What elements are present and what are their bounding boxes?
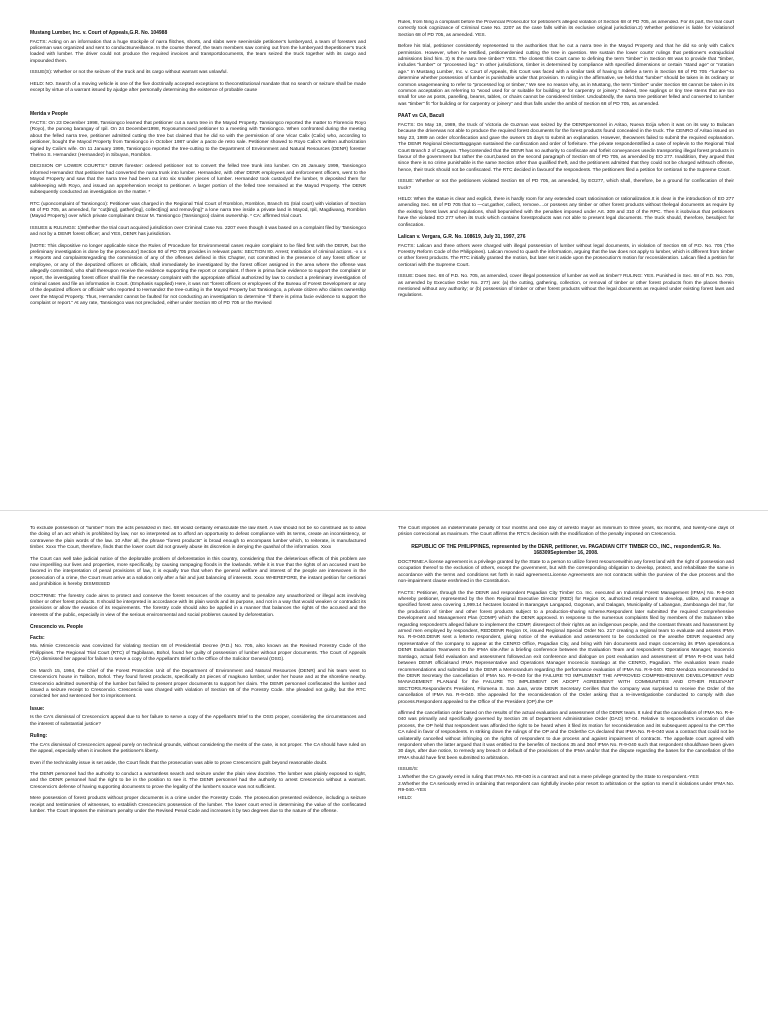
ruling-paragraph: The DENR personnel had the authority to conduct a warrantless search and seizure under the plain view doctrine. The lumber was plainly exposed to sight, and the DENR personnel had the right to be in the position to see it. The DENR personnel had the authority to arrest Crescencio without a warrant. Crescencio's defense of having supporting documents to prove the legality of the lumber's source was not sufficient. [30,771,366,790]
doctrine-paragraph: DOCTRINE: The forestry code aims to protect and conserve the forest resources of the country and to penalize any unauthorized or illegal acts involving timber or other forest products. It should be interpreted in accordance with its plain words and its purpose, and not in a way that would weaken or contradict its provisions or allow the evasion of its requirements. The forestry code should also be applied in a manner that balances the rights of the accused and the interests of the public, especially in view of the serious environmental and social problems caused by deforestation. [30,593,366,618]
case-title: PAAT vs CA, Baculi [398,113,445,120]
section-label: Facts: [30,634,45,641]
issues-paragraph: ISSUES & RULINGS: 1)Whether the trial court acquired jurisdiction over Criminal Case No. 2207 even though it was based on a complaint filed by Tansiongco and not by a DENR forest officer; and YES, DENR has jurisdiction. [30,225,366,238]
paragraph: affirmed the cancellation order based on the results of the actual evaluation and assessment of the DENR team. It ruled that the cancellation of IFMA No. R-9-040 was primarily and specifically governed by Section 26 of Department Administrative Order (DAO) 97-04. Relative to respondent's invocation of due process, the OP held that respondent was afforded the right to be heard when it filed its motion for reconsideration and its subsequent appeal to the OP.The CA ruled in favor of respondents. In striking down the rulings of the OP and the Orderthe CA declared that IFMA No. R-9-040 was a contract that could not be unilaterally cancelled without infringing on the rights of respondent to due process and against impairment of contracts. The appellate court agreed with respondent when the latter argued that it was entitled to the benefits of Sections 35 and 36of IFMA No. R-9-040 such that respondent shouldhave been given 30 days, after due notice, to remedy any breach or default of the provisions of the IFMA and/or that the dispute regarding the bases for the cancellation of the IFMA should have first been submitted to arbitration. [398,710,734,761]
paragraph: To exclude possession of "lumber" from the acts penalized in Sec. 68 would certainly emasculate the law itself. A law should not be so construed as to allow the doing of an act which is prohibited by law, nor so interpreted as to afford an opportunity to defeat compliance with its terms, create an inconsistency, or contravene the plain words of the law. 10 After all, the phrase "forest products" is broad enough to encompass lumber which, to reiterate, is manufactured timber. Xxxx The Court, therefore, finds that the lower court did not gravely abuse its discretion in denying the quashal of the information. Xxxx [30,526,366,551]
issue-paragraph: ISSUE: Whether or not the petitioners violated Section 68 of PD 705, as amended, by EO277, which shall, therefore, be a ground for confiscation of their truck? [398,179,734,191]
spacer [30,99,366,107]
case-title: Crescencio vs. People [30,624,84,631]
facts-paragraph: FACTS: Lalican and three others were charged with illegal possession of lumber without legal documents, in violation of Section 68 of P.D. No. 705 (The Forestry Reform Code of the Philippines). Lalican moved to quash the information, arguing that the law does not apply to lumber, which is different from timber or other forest products. The RTC initially granted the motion, but later set it aside upon the prosecution's motion for reconsideration. Lalican filed a petition for certiorari with the Supreme Court. [398,243,734,268]
doctrine-paragraph: DOCTRINE:A license agreement is a privilege granted by the State to a person to utilize forest resourceswithin any forest land with the right of possession and occupation thereof to the exclusion of others, except the government, but with the corresponding obligation to develop, protect, and rehabilitate the same in accordance with the terms and conditions set forth in said agreement.License Agreements are not contracts within the purview of the due process and the non-impairment clause enshrined in the Constitution. [398,560,734,585]
issue-paragraph: ISSUE: Does Sec. 68 of P.D. No. 705, as amended, cover illegal possession of lumber as well as timber? RULING: YES. Punished in Sec. 68 of P.D. No. 705, as amended by Executive Order No. 277) are: (a) the cutting, gathering, collection, or removal of timber or other forest products from the places therein mentioned without any authority; or (b) possession of timber or other forest products without the legal documents as required under existing forest laws and regulations. [398,274,734,299]
case-title: REPUBLIC OF THE PHILIPPINES, represented by the DENR, petitioner, vs. PAGADIAN CITY TIMBER CO., INC., respondentG.R. No. 168309September 16, 2008. [411,543,721,557]
facts-paragraph: FACTS: On 23 December 1998, Tansiongco learned that petitioner cut a narra tree in the Mayod Property. Tansiongco reported the matter to Florencio Royo (Royo), the punong barangay of Ipil. On 24 December1998, Royosummoned petitioner to a meeting with Tansiongco. When confronted during the meeting about the felled narra tree, petitioner admitted cutting the tree but claimed that he did so with the permission of one Vicar Calix (Calix) who, according to petitioner, bought the Mayod Property from Tansiongco in October 1987 under a pacto de retro sale. Petitioner showed to Royo Calix's written authorization signed by Calix's wife. On 11 January 1999, Tansiongco reported the tree-cutting to the Department of Environment and Natural Resources (DENR) forester Thelmo S. Hernandez (Hernandez) in Sibuyan, Romblon. [30,121,366,159]
document-page-bottom [0,512,768,1024]
page-separator [0,510,768,511]
case-title: Lalican v. Vergara, G.R. No. 108619, July 31, 1997, 276 [398,233,526,240]
page-bottom-right-column [398,526,734,1014]
case-title: Mustang Lumber, Inc. v. Court of Appeals,G.R. No. 104988 [30,30,168,36]
paragraph: The Court imposes an indeterminate penalty of four months and one day of arresto mayor as minimum to three years, six months, and twenty-one days of prision correccional as maximum. The Court affirms the RTC's decision with the modification of the penalty imposed on Crescencio. [398,526,734,538]
facts-paragraph: FACTS: Petitioner, through the the DENR and respondent Pagadian City Timber Co. Inc. executed an Industrial Forest Management (IFMA) No. R-9-040 whereby petitioner, represented by the then Regional Executive Director (RED) for Region IX, authorized respondent to develop, utilize, and manage a specified forest area covering 1,999.14 hectares located in Barangays Langapod, Gogonan, and Dalagan, Municipality of Labangan, Zamboanga del Sur, for the production of timber and other forest products subject to a production-sharing scheme.Respondent later submitted the required Comprehensive Development and Management Plan (CDMP) which the DENR approved. In response to the numerous complaints filed by members of the Subanen tribe regarding respondent's alleged failure to implement the CDMP, disrespect of their rights as an indigenous people, and the constant threats and harassment by armed men employed by respondent, REDDENR Region IX, issued Regional Special Order No. 217 creating a regional team to evaluate and assess IFMA No. R-9-040.DENR sent a letterto respondent, giving notice of the evaluation and assessment to be conducted on the areathe DENR requested any representative of the company to appear at the CENRO Office, Pagadian City, and bring with him documents and maps concerning its IFMA operations.a DENR Evaluation Teamwent to the IFMA site.After a briefing conference between the Evaluation Team and respondent's Operations Manager, Inocencio Santiago, actual field evaluation and assessment followed.an exit conference and dialogue on post evaluation and assessment of IFMA R-9-04 was held between DENR officialsand IFMA Representative and Operations Manager Inocencio Santiago at the CENRO, Pagadian. The evaluation team made recommendations and submitted to the DENR a Memorandum regarding the performance evaluation of IFMA No. R-9-040. RED Mendoza recommended to the DENR Secretary the cancellation of IFMA No. R-9-040 for the FAILURE TO IMPLEMENT THE APPROVED COMPREHENSIVE DEVELOPMENT AND MANAGEMENT PLANand for the FAILURE TO IMPLEMENT OR ADOPT AGREEMENT WITH COMMUNITIES AND OTHER RELEVANT SECTORS.Respondent's President, Filomena S. San Juan, wrote DENR Secretary Cerilles that the company was surprised to receive the Order of the cancellation of IFMA No. R-9-040. She appealed for the reconsideration of the Order asking that a re-investigationbe conducted to comply with due process.Respondent appealed to the Office of the President (OP).the OP [398,590,734,705]
section-label: Ruling: [30,733,48,740]
ruling-paragraph: Mere possession of forest products without proper documents is a crime under the Forestry Code. The prosecution presented evidence, including a seizure receipt and testimonies of witnesses, to establish Crescencio's possession of the lumber. The lower court erred in determining the value of the confiscated lumber. The Court imposes the minimum penalty under the Revised Penal Code and increases it by two degrees due to the nature of the offense. [30,796,366,814]
note-paragraph: [NOTE: This dispositive no longer applicable since the Rules of Procedure for Environmental cases require complaint to be filed first with the DENR, but the preliminary investigation is done by the prosecutor] Section 80 of PD 705 provides in relevant parts: SECTION 80. Arrest; Institution of criminal actions. -x x x x Reports and complaintsregarding the commission of any of the offenses defined in this Chapter, not committed in the presence of any forest officer or employee, or any of the deputized officers or officials, shall immediately be investigated by the forest officer assigned in the area where the offense was allegedly committed, who shall thereupon receive the evidence supporting the report or complaint. If there is prima facie evidence to support the complaint or report, the investigating forest officer shall file the necessary complaint with the appropriate official authorized by law to conduct a preliminary investigation of criminal cases and file an information in Court. (Emphasis supplied) Here, it was not "forest officers or employees of the Bureau of Forest Development or any of the deputized officers or officials" who reported to Hernandez the tree-cutting in the Mayod Property but Tansiongco, a private citizen who claims ownership over the Mayod Property. Thus, Hernandez cannot be faulted for not conducting an investigation to determine "if there is prima facie evidence to support the complaint or report." At any rate, Tansiongco was not precluded, either under Section 80 of PD 705 or the Revised [30,243,366,307]
issue-item: 2.Whether the CA seriously erred in ordaining that respondent can rightfully invoke prior resort to arbitration or the option to mend it violations under IFMA No. R9-040.-YES [398,782,734,794]
page-top-left-column [30,26,366,502]
issue-item: 1.Whether the CA gravely erred in ruling that IFMA No. R9-040 is a contract and not a mere privilege granted by the State to respondent.-YES [398,774,699,780]
facts-paragraph: FACTS: Acting on an information that a huge stockpile of narra flitches, shorts, and slabs were seeninside petitioner's lumberyard, a team of foresters and policeman was organized and sent to conductsurveillance. In the course thereof, the team members saw coming out from the lumberyard thepetitioner's truck loaded with lumber. The driver could not produce the required invoices and transportdocuments, the team seized the truck together with its cargo and impounded them. [30,39,366,64]
held-paragraph: HELD: When the statue is clear and explicit, there is hardly room for any extended court ratiocination or rationalization.It is clear in the introduction of EO 277 amending Sec. 68 of PD 705 that to —cut,gather, collect, remove....or possess any timber or other forest products without thelegal documents as require by the existing forest laws and regulations, shall bepunished with the penalties imposed under Art. 309 and 310 of the RPC. Then it isobvious that petitioners have the violated EO 277 when its truck which contains forestproducts was not able to present legal documents. The truck should, therefore, besubject for confiscation. [398,196,734,228]
facts-paragraph: FACTS: On May 19, 1989, the truck of Victoria de Guzman was seized by the DENRpersonnel in Aritao, Nueva Ecija when it was on its way to Bulacan because the driverwas not able to produce the required forest documents for the forest products found concealed in the truck. The CENRO of Aritao issued on May 23, 1989 an order ofconfiscation and gave the owners 15 days to submit an explanation. However, theowners failed to submit the required explanation. The DENR Regional DirectorBaggayan sustained the confiscation and order of forfeiture. The private respondentsfiled a case of replevin to the Regional Trial Court Branch 2 of Cagayan. Theycontended that the DENR has no authority to confiscate and forfeit conveyances usedin transporting illegal forest products in favour of the government but rather the court,based on the second paragraph of Section 68 of PD 705, as amended by EO 277. Inaddition, they argued that since there is no crime punishable is the same Section other than qualified theft, and the petitioners admitted that they could not be charged withsuch offense, hence, their truck should not be confiscated. The RTC decided in favourof the respondents. The petitioners filed a petition for certiorari to the Supreme Court. [398,122,734,173]
issue-paragraph: ISSUE(S): Whether or not the seizure of the truck and its cargo without warrant was unlawful. [30,70,228,76]
issues-label: ISSUE/S: [398,767,419,773]
facts-paragraph: On March 15, 1994, the Chief of the Forest Protection Unit of the Department of Environment and Natural Resources (DENR) and his team went to Crescencio's house in Talibon, Bohol. They found forest products, specifically 24 pieces of magkuno lumber, under her house and at the shoreline nearby. Crescencio admitted ownership of the lumber but failed to present proper documents to support her claim. The DENR personnel confiscated the lumber and issued a seizure receipt to Crescencio. Crescencio was charged with violation of Section 68 of the Forestry Code. She pleaded not guilty, but the RTC convicted her and sentenced her to imprisonment. [30,668,366,700]
page-bottom-left-column [30,526,366,1014]
facts-paragraph: Ma. Mimie Crescencio was convicted for violating Section 68 of Presidential Decree (P.D.) No. 705, also known as the Revised Forestry Code of the Philippines. The Regional Trial Court (RTC) of Tagbilaran, Bohol, found her guilty of possession of lumber without proper documents. The Court of Appeals (CA) dismissed her appeal for failure to serve a copy of the Appellant's Brief to the Office of the Solicitor General (OSG). [30,644,366,663]
paragraph: Rules, from filing a complaint before the Provincial Prosecutor for petitioner's alleged violation of Section 68 of PD 705, as amended. For its part, the trial court correctly took cognizance of Criminal Case No. 2207 as the case falls within its exclusive original jurisdiction.2) Whether petitioner is liable for violationof Section 68 of PD 705, as amended. YES. [398,20,734,38]
section-label: Issue: [30,705,45,712]
held-paragraph: HELD: NO. Search of a moving vehicle is one of the five doctrinally accepted exceptions to theconstitutional mandate that no search or seizure shall be made except by virtue of a warrant issued by ajudge after personally determining the existence of probable cause [30,81,366,94]
paragraph: The Court can well take judicial notice of the deplorable problem of deforestation in this country, considering that the deleterious effects of this problem are now imperilling our lives and properties, more specifically, by causing rampaging floods in the lowlands. While it is true that the rights of an accused must be favored in the interpretation of penal provisions of law, it is equally true that when the general welfare and interest of the people are interwoven in the prosecution of a crime, the Court must arrive at a solution only after a fair and just balancing of interests. Xxxx WHEREFORE, the instant petition for certiorari and prohibition is hereby DISMISSED [30,556,366,588]
issue-paragraph: Is the CA's dismissal of Crescencio's appeal due to her failure to serve a copy of the Appellant's Brief to the OSG proper, considering the circumstances and the interest of substantial justice? [30,715,366,727]
ruling-paragraph: The CA's dismissal of Crescencio's appeal purely on technical grounds, without considering the merits of the case, is not proper. The CA should have ruled on the appeal, especially when it involves the petitioner's liberty. [30,742,366,755]
decision-paragraph: DECISION OF LOWER COURTS:* DENR forester: ordered petitioner not to convert the felled tree trunk into lumber. On 26 January 1999, Tansiongco informed Hernandez that petitioner had converted the narra trunk into lumber. Hernandez, with other DENR employees and enforcement officers, went to the Mayod Property and saw that the narra tree had been cut into six smaller pieces of lumber. Hernandez took custodyof the lumber, 9 deposited them for safekeeping with Royo, and issued an apprehension receipt to petitioner. A larger portion of the felled tree remained at the Mayod Property. The DENR subsequently conducted an investigation on the matter. * [30,164,366,196]
page-top-right-column [398,20,734,496]
ruling-paragraph: Even if the technicality issue is set aside, the Court finds that the prosecution was able to prove Crescencio's guilt beyond reasonable doubt. [30,760,328,766]
held-label: HELD: [398,795,413,801]
paragraph: Before his trial, petitioner consistently represented to the authorities that he cut a narra tree in the Mayod Property and that he did so only with Calix's permission. However, when he testified, petitionerdenied cutting the tree in question. We sustain the lower courts' rulings that petitioner's extrajudicial admissions bind him. 3) Is the narra tree timber? YES. The closest this Court came to defining the term "timber" in Section 68 was to provide that "timber, includes "lumber" or "processed log." In other jurisdictions, timber is determined by compliance with specified dimensions or certain "stand age" or "rotation age." In Mustang Lumber, Inc. v. Court of Appeals, this Court was faced with a similar task of having to define a term in Section 68 of PD 705 -"lumber"-to determine whether possession of lumber is punishable under that provision. In ruling in the affirmative, we held that "lumber" should be taken in its ordinary or common usagemeaning to refer to "processed log or timber," We see no reason why, as in Mustang, the term "timber" under Section 68 cannot be taken in its common acceptation as referring to "wood used for or suitable for building or for carpentry or joinery." Indeed, tree saplings or tiny tree stems that are too small for use as posts, panelling, beams, tables, or chairs cannot be considered timber. Undoubtedly, the narra tree petitioner felled and converted to lumber was "timber" fit "for building or for carpentry or joinery" and thus falls under the ambit of Section 68 of PD 705, as amended. [398,44,734,107]
case-title: Merida v People [30,111,69,118]
rtc-paragraph: RTC (uponcomplaint of Tansiongco): Petitioner was charged in the Regional Trial Court of Romblon, Romblon, Branch 81 (trial court) with violation of Section 68 of PD 705, as amended, for "cut[ting], gather[ing], collect[ing] and remov[ing]" a lone narra tree inside a private land in Mayod, Ipil, Magdiwang, Romblon (Mayod Property) over which private complainant Oscar M. Tansiongco (Tansiongco) claims ownership. * CA: affirmed trial court. [30,201,366,220]
